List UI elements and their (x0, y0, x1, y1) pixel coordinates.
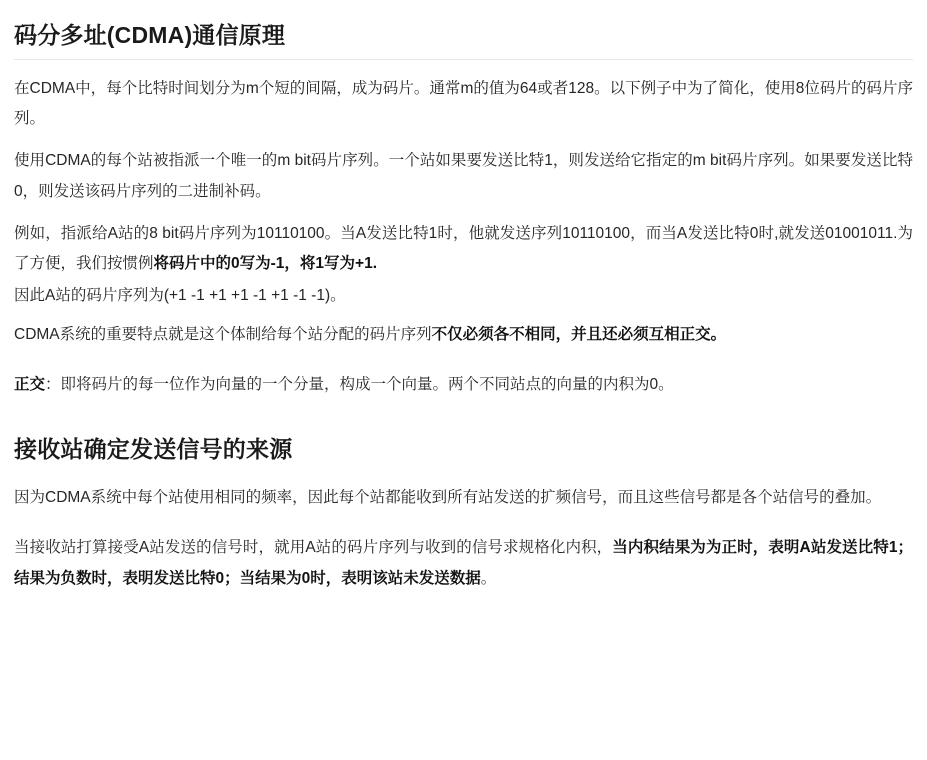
text-run: CDMA系统的重要特点就是这个体制给每个站分配的码片序列 (14, 325, 432, 343)
paragraph (14, 219, 913, 279)
text-run-bold: 将码片中的0写为-1，将1写为+1. (153, 255, 378, 273)
paragraph (14, 320, 913, 350)
text-run: 在CDMA中，每个比特时间划分为m个短的间隔，成为码片。通常m的值为64或者128。以下例子中为了简化，使用8位码片的码片序列。 (14, 80, 913, 128)
text-run-bold: 正交 (14, 375, 46, 393)
text-run: 。 (480, 569, 497, 587)
text-run: 使用CDMA的每个站被指派一个唯一的m bit码片序列。一个站如果要发送比特1，则发送给它指定的m bit码片序列。如果要发送比特0，则发送该码片序列的二进制补码。 (14, 152, 913, 200)
text-run-bold: 当内积结果为为正时，表明A站发送比特1；结果为负数时，表明发送比特0；当结果为0时，表明该站未发送数据 (14, 539, 913, 587)
paragraph (14, 281, 913, 311)
text-run: 因此A站的码片序列为(+1 -1 +1 +1 -1 +1 -1 -1)。 (14, 287, 346, 305)
paragraph (14, 74, 913, 134)
title-divider (14, 59, 913, 60)
paragraph (14, 483, 913, 513)
section-heading: 接收站确定发送信号的来源 (14, 436, 293, 463)
paragraph (14, 370, 913, 400)
text-run-bold: 不仅必须各不相同，并且还必须互相正交。 (431, 325, 727, 343)
paragraph-spacer (14, 519, 913, 533)
text-run: 当接收站打算接受A站发送的信号时，就用A站的码片序列与收到的信号求规格化内积， (14, 539, 613, 557)
paragraph-spacer (14, 356, 913, 370)
text-run: 因为CDMA系统中每个站使用相同的频率，因此每个站都能收到所有站发送的扩频信号，而且这些信号都是各个站信号的叠加。 (14, 489, 882, 507)
page-title: 码分多址(CDMA)通信原理 (14, 22, 286, 48)
text-run: ：即将码片的每一位作为向量的一个分量，构成一个向量。两个不同站点的向量的内积为0。 (45, 375, 674, 393)
heading-spacer (14, 469, 913, 483)
text-run: 例如，指派给A站的8 bit码片序列为10110100。当A发送比特1时，他就发送序列10110100，而当A发送比特0时,就发送01001011.为了方便，我们按惯例 (14, 224, 913, 273)
paragraph (14, 146, 913, 206)
paragraph (14, 533, 913, 593)
